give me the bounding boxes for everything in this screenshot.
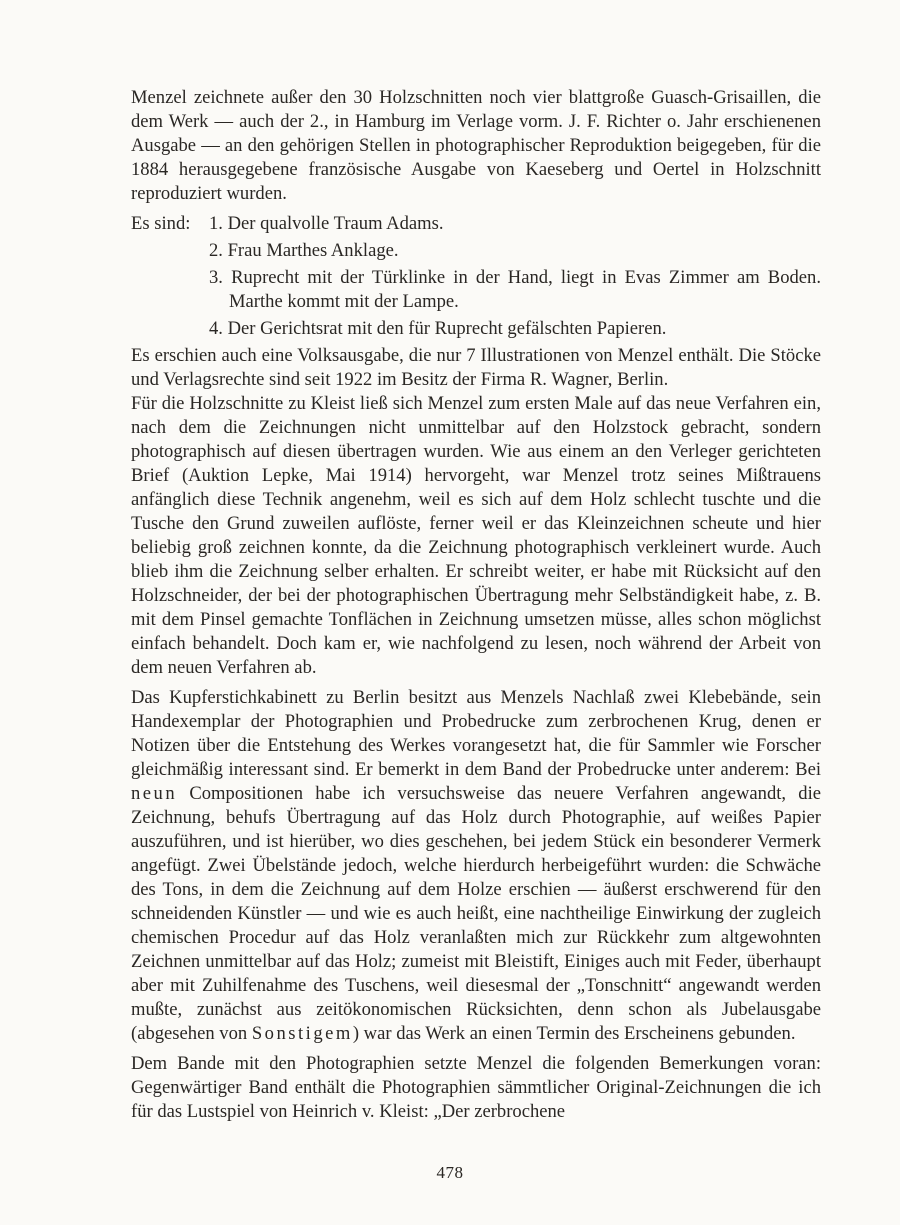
list-item: 2. Frau Marthes Anklage. — [209, 240, 399, 261]
grisaille-list — [131, 212, 821, 341]
paragraph-text: ) war das Werk an einen Termin des Erscheinens gebunden. — [352, 1023, 796, 1044]
list-item: 3. Ruprecht mit der Türklinke in der Hand, liegt in Evas Zimmer am Boden. Marthe kommt mit der Lampe. — [209, 267, 821, 312]
paragraph-text: Compositionen habe ich versuchsweise das neuere Verfahren angewandt, die Zeichnung, behufs Übertragung auf das Holz durch Photographie, auf weißes Papier auszuführen, und ist hierüber, wo dies geschehen, bei jedem Stück ein besonderer Vermerk angefügt. Zwei Übelstände jedoch, welche hierdurch herbeigeführt wurden: die Schwäche des Tons, in dem die Zeichnung auf dem Holze erschien — äußerst erschwerend für den schneidenden Künstler — und wie es auch heißt, eine nachtheilige Einwirkung der zugleich chemischen Procedur auf das Holz veranlaßten mich zur Rückkehr zum altgewohnten Zeichnen unmittelbar auf das Holz; zumeist mit Bleistift, Einiges auch mit Feder, überhaupt aber mit Zuhilfenahme des Tuschens, weil diesesmal der „Tonschnitt“ angewandt werden mußte, zunächst aus zeitökonomischen Rücksichten, denn schon als Jubelausgabe (abgesehen von — [131, 783, 821, 1044]
paragraph-kupferstichkabinett — [131, 686, 821, 1046]
paragraph-volksausgabe: Es erschien auch eine Volksausgabe, die nur 7 Illustrationen von Menzel enthält. Die Stöcke und Verlagsrechte sind seit 1922 im Besitz der Firma R. Wagner, Berlin. — [131, 345, 821, 390]
list-item: 4. Der Gerichtsrat mit den für Ruprecht gefälschten Papieren. — [209, 318, 667, 339]
paragraph-illustrations: Menzel zeichnete außer den 30 Holzschnitten noch vier blattgroße Guasch-Grisaillen, die dem Werk — auch der 2., in Hamburg im Verlage vorm. J. F. Richter o. Jahr erschienenen Ausgabe — an den gehörigen Stellen in photographischer Reproduktion beigegeben, für die 1884 herausgegebene französische Ausgabe von Kaeseberg und Oertel in Holzschnitt reproduziert wurden. — [131, 87, 821, 204]
paragraph-text: Das Kupferstichkabinett zu Berlin besitzt aus Menzels Nachlaß zwei Klebebände, sein Handexemplar der Photographien und Probedrucke zum zerbrochenen Krug, denen er Notizen über die Entstehung des Werkes vorangesetzt hat, die für Sammler wie Forscher gleichmäßig interessant sind. Er bemerkt in dem Band der Probedrucke unter anderem: Bei — [131, 687, 821, 780]
page-number: 478 — [436, 1163, 464, 1182]
body-text — [131, 86, 821, 1124]
list-intro: Es sind: — [131, 213, 191, 234]
emphasized-word: neun — [131, 783, 178, 804]
paragraph-photographien: Dem Bande mit den Photographien setzte Menzel die folgenden Bemerkungen voran: Gegenwärtiger Band enthält die Photographien sämmtlicher Original-Zeichnungen die ich für das Lustspiel von Heinrich v. Kleist: „Der zerbrochene — [131, 1053, 821, 1122]
emphasized-word: Sonstigem — [251, 1023, 353, 1044]
paragraph-verfahren: Für die Holzschnitte zu Kleist ließ sich Menzel zum ersten Male auf das neue Verfahren ein, nach dem die Zeichnungen nicht unmittelbar auf den Holzstock gebracht, sondern photographisch auf diesen übertragen wurden. Wie aus einem an den Verleger gerichteten Brief (Auktion Lepke, Mai 1914) hervorgeht, war Menzel trotz seines Mißtrauens anfänglich diese Technik angenehm, weil es sich auf dem Holz schlecht tuschte und die Tusche den Grund zuweilen auflöste, ferner weil er das Kleinzeichnen scheute und hier beliebig groß zeichnen konnte, da die Zeichnung photographisch verkleinert wurde. Auch blieb ihm die Zeichnung selber erhalten. Er schreibt weiter, er habe mit Rücksicht auf den Holzschneider, der bei der photographischen Übertragung mehr Selbständigkeit habe, z. B. mit dem Pinsel gemachte Tonflächen in Zeichnung umsetzen müsse, alles schon möglichst einfach behandelt. Doch kam er, wie nachfolgend zu lesen, noch während der Arbeit von dem neuen Verfahren ab. — [131, 393, 821, 678]
list-item: 1. Der qualvolle Traum Adams. — [209, 213, 444, 234]
